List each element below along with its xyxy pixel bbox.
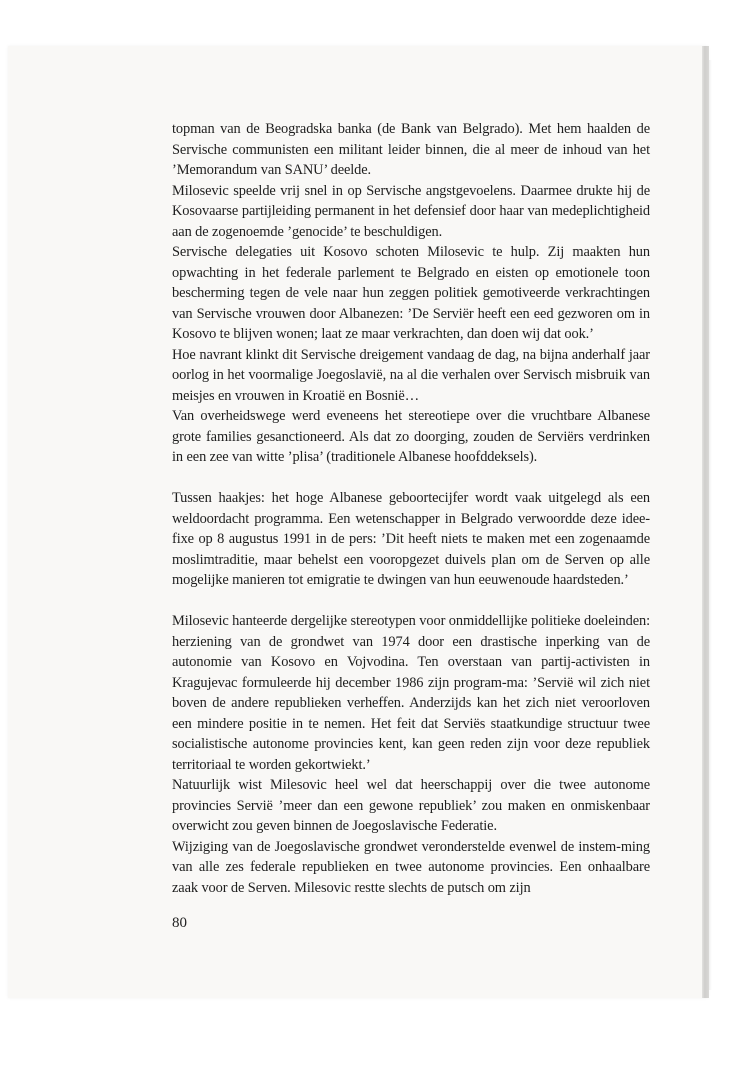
paragraph-angstgevoelens: Milosevic speelde vrij snel in op Servische angstgevoelens. Daarmee drukte hij de Kosovaarse partijleiding permanent in het defensief door haar van medeplichtigheid aan de zogenoemde ’genocide’ te beschuldigen. [172,182,650,240]
page-edge [702,46,709,998]
paragraph-wijziging-grondwet: Wijziging van de Joegoslavische grondwet veronderstelde evenwel de instem-ming van alle zes federale republieken en twee autonome provincies. Een onhaalbare zaak voor de Serven. Milesovic restte slechts de putsch om zijn [172,838,650,896]
paragraph-heerschappij: Natuurlijk wist Milesovic heel wel dat heerschappij over die twee autonome provincies Servië ’meer dan een gewone republiek’ zou maken en onmiskenbaar overwicht zou geven binnen de Joegoslavische Federatie. [172,777,650,834]
paragraph-beogradska-banka: topman van de Beogradska banka (de Bank van Belgrado). Met hem haalden de Servische communisten een militant leider binnen, die al meer de inhoud van het ’Memorandum van SANU’ deelde. [172,121,650,178]
paragraph-grondwet-herziening: Milosevic hanteerde dergelijke stereotypen voor onmiddellijke politieke doeleinden: herziening van de grondwet van 1974 door een drastische inperking van de autonomie van Kosovo en Vojvodina. Ten overstaan van partij-activisten in Kragujevac formuleerde hij december 1986 zijn program-ma: ’Servië wil zich niet boven de andere republieken verheffen. Anderzijds kan het zich niet veroorloven een mindere positie in te nemen. Het feit dat Serviës staatkundige structuur twee socialistische autonome provincies kent, kan geen reden zijn voor deze republiek territoriaal te worden gekortwiekt.’ [172,613,650,773]
paragraph-delegaties: Servische delegaties uit Kosovo schoten Milosevic te hulp. Zij maakten hun opwachting in het federale parlement te Belgrado en eisten op emotionele toon bescherming tegen de vele naar hun zeggen politiek gemotiveerde verkrachtingen van Servische vrouwen door Albanezen: ’De Serviër heeft een eed gezworen om in Kosovo te blijven wonen; laat ze maar verkrachten, dan doen wij dat ook.’ [172,244,650,342]
body-text [172,119,650,898]
paragraph-tussen-haakjes: Tussen haakjes: het hoge Albanese geboortecijfer wordt vaak uitgelegd als een weldoordacht programma. Een wetenschapper in Belgrado verwoordde deze idee-fixe op 8 augustus 1991 in de pers: ’Dit heeft niets te maken met een zogenaamde moslimtraditie, maar behelst een vooropgezet duivels plan om de Serven op alle mogelijke manieren tot emigratie te dwingen van hun eeuwenoude haardsteden.’ [172,490,650,588]
paragraph-dreigement: Hoe navrant klinkt dit Servische dreigement vandaag de dag, na bijna anderhalf jaar oorlog in het voormalige Joegoslavië, na al die verhalen over Servisch misbruik van meisjes en vrouwen in Kroatië en Bosnië… [172,346,650,404]
paragraph-stereotiepe: Van overheidswege werd eveneens het stereotiepe over die vruchtbare Albanese grote families gesanctioneerd. Als dat zo doorging, zouden de Serviërs verdrinken in een zee van witte ’plisa’ (traditionele Albanese hoofddeksels). [172,408,650,465]
page-number: 80 [172,915,187,931]
page-edge-shadow [709,60,712,990]
